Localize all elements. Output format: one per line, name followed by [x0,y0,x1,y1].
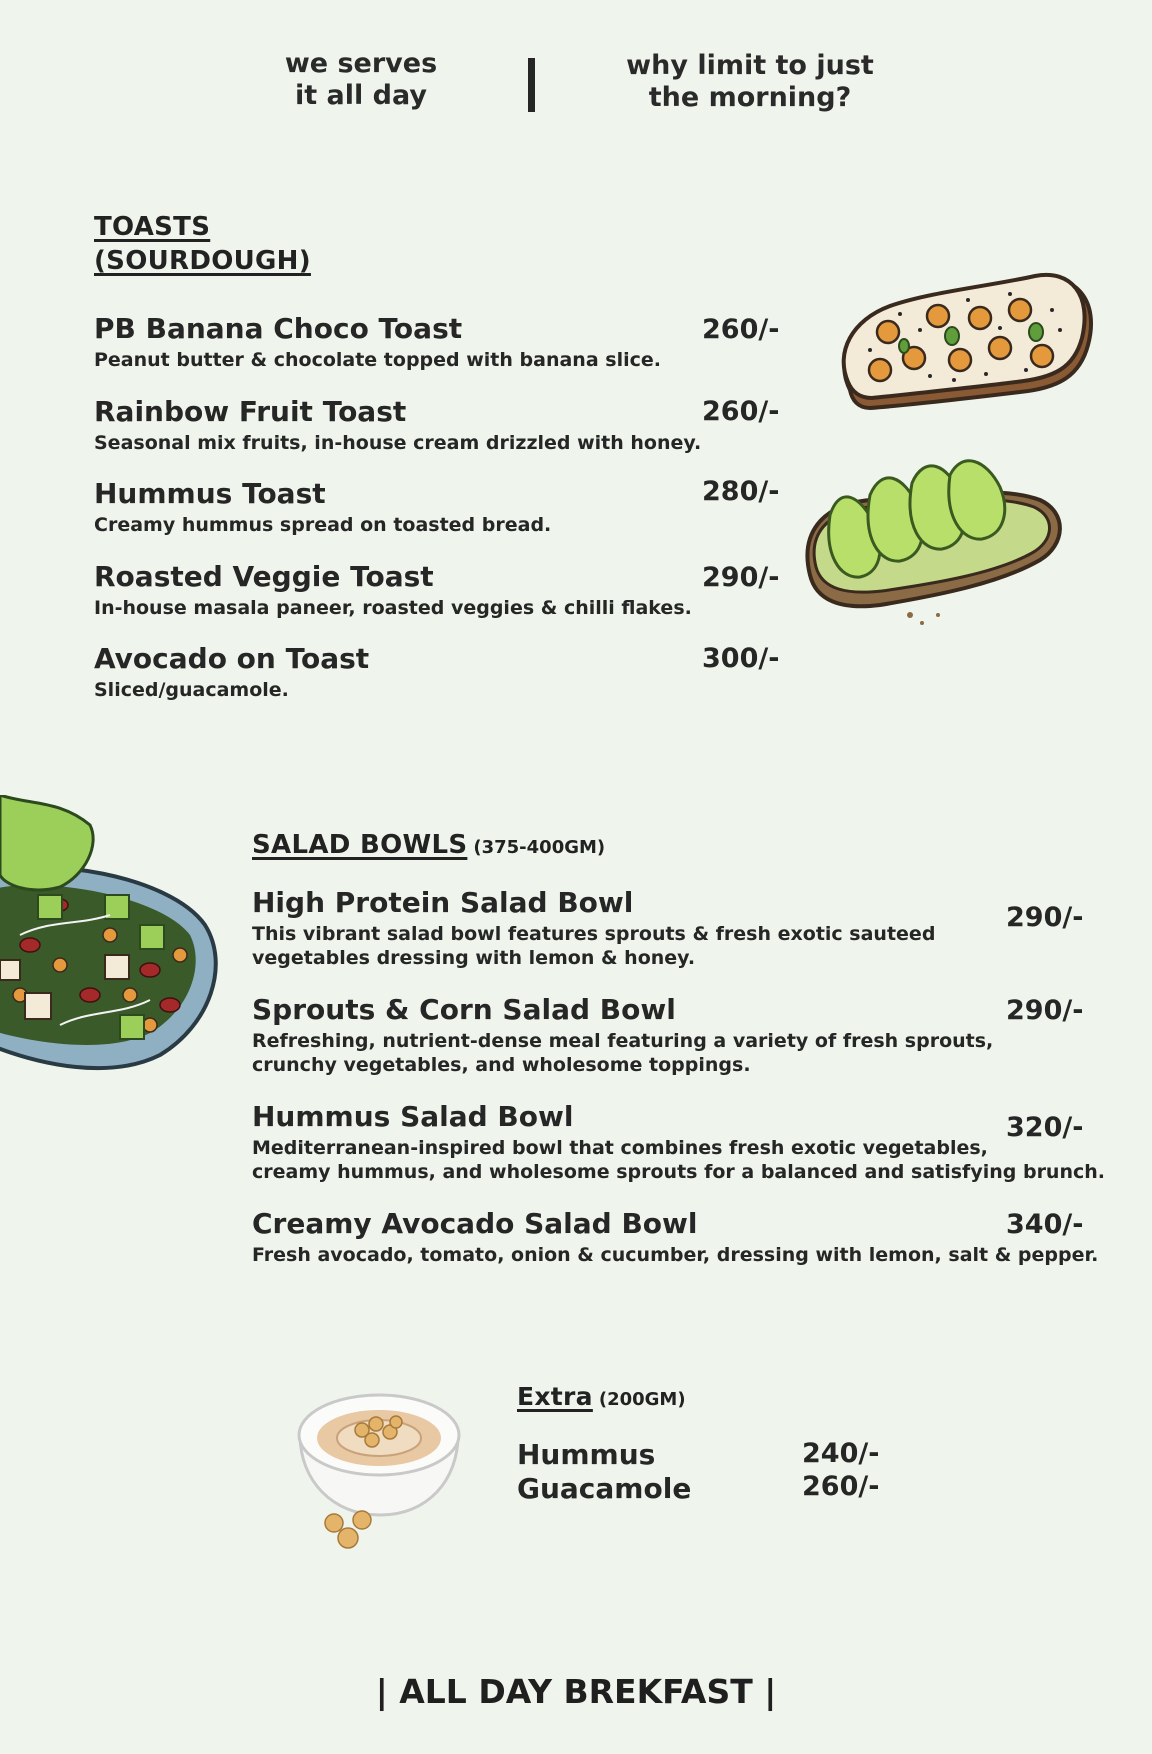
salad-item-name: Hummus Salad Bowl [252,1100,574,1133]
extra-item-name: Guacamole [517,1472,692,1505]
salad-item-desc: crunchy vegetables, and wholesome toppings. [252,1054,751,1076]
hummus-bowl-illustration [292,1380,467,1550]
salad-item-desc: Mediterranean-inspired bowl that combines fresh exotic vegetables, [252,1137,988,1159]
toast-item-name: Roasted Veggie Toast [94,560,434,593]
header-left [250,48,472,112]
toast-item-desc: Seasonal mix fruits, in-house cream drizzled with honey. [94,432,702,454]
salads-title: SALAD BOWLS [252,830,468,860]
toast-item-name: PB Banana Choco Toast [94,312,463,345]
toast-item-price: 260/- [702,314,780,345]
salad-item-desc: This vibrant salad bowl features sprouts & fresh exotic sauteed [252,923,936,945]
salad-item-name: Sprouts & Corn Salad Bowl [252,993,676,1026]
salad-item-desc: creamy hummus, and wholesome sprouts for a balanced and satisfying brunch. [252,1161,1105,1183]
extra-item-name: Hummus [517,1438,656,1471]
extra-title: Extra [517,1382,593,1411]
toast-item-price: 290/- [702,562,780,593]
header-divider [528,58,535,112]
salad-item-desc: vegetables dressing with lemon & honey. [252,947,696,969]
header-right-line2: the morning? [648,82,852,113]
salad-item-name: Creamy Avocado Salad Bowl [252,1207,698,1240]
salads-subtitle: (375-400GM) [473,837,606,858]
salad-item-desc: Refreshing, nutrient-dense meal featuring a variety of fresh sprouts, [252,1030,994,1052]
toast-item-price: 260/- [702,396,780,427]
header-right [605,50,895,114]
toasts-heading [94,210,311,278]
salad-item-desc: Fresh avocado, tomato, onion & cucumber, dressing with lemon, salt & pepper. [252,1244,1099,1266]
toast-item-price: 280/- [702,476,780,507]
toasts-title-line2: (SOURDOUGH) [94,246,311,276]
salad-item-price: 340/- [1006,1209,1084,1240]
chickpea-toast-illustration [830,270,1095,430]
salad-bowl-illustration [0,795,220,1085]
extra-subtitle: (200GM) [598,1389,686,1410]
salad-item-price: 290/- [1006,902,1084,933]
toast-item-name: Avocado on Toast [94,642,370,675]
salad-item-price: 320/- [1006,1112,1084,1143]
header-left-line2: it all day [294,80,427,111]
extra-heading [517,1382,686,1411]
toast-item-desc: Peanut butter & chocolate topped with banana slice. [94,349,661,371]
salads-heading [252,830,605,860]
footer-title: | ALL DAY BREKFAST | [375,1672,777,1711]
toast-item-name: Hummus Toast [94,477,326,510]
extra-item-price: 260/- [802,1471,880,1502]
toast-item-price: 300/- [702,643,780,674]
toast-item-name: Rainbow Fruit Toast [94,395,407,428]
toast-item-desc: Sliced/guacamole. [94,679,289,701]
toast-item-desc: In-house masala paneer, roasted veggies & chilli flakes. [94,597,692,619]
avocado-toast-illustration [800,455,1070,635]
salad-item-name: High Protein Salad Bowl [252,886,634,919]
toast-item-desc: Creamy hummus spread on toasted bread. [94,514,552,536]
header-left-line1: we serves [284,48,438,79]
salad-item-price: 290/- [1006,995,1084,1026]
toasts-title-line1: TOASTS [94,212,211,242]
extra-item-price: 240/- [802,1438,880,1469]
header-right-line1: why limit to just [626,50,874,81]
